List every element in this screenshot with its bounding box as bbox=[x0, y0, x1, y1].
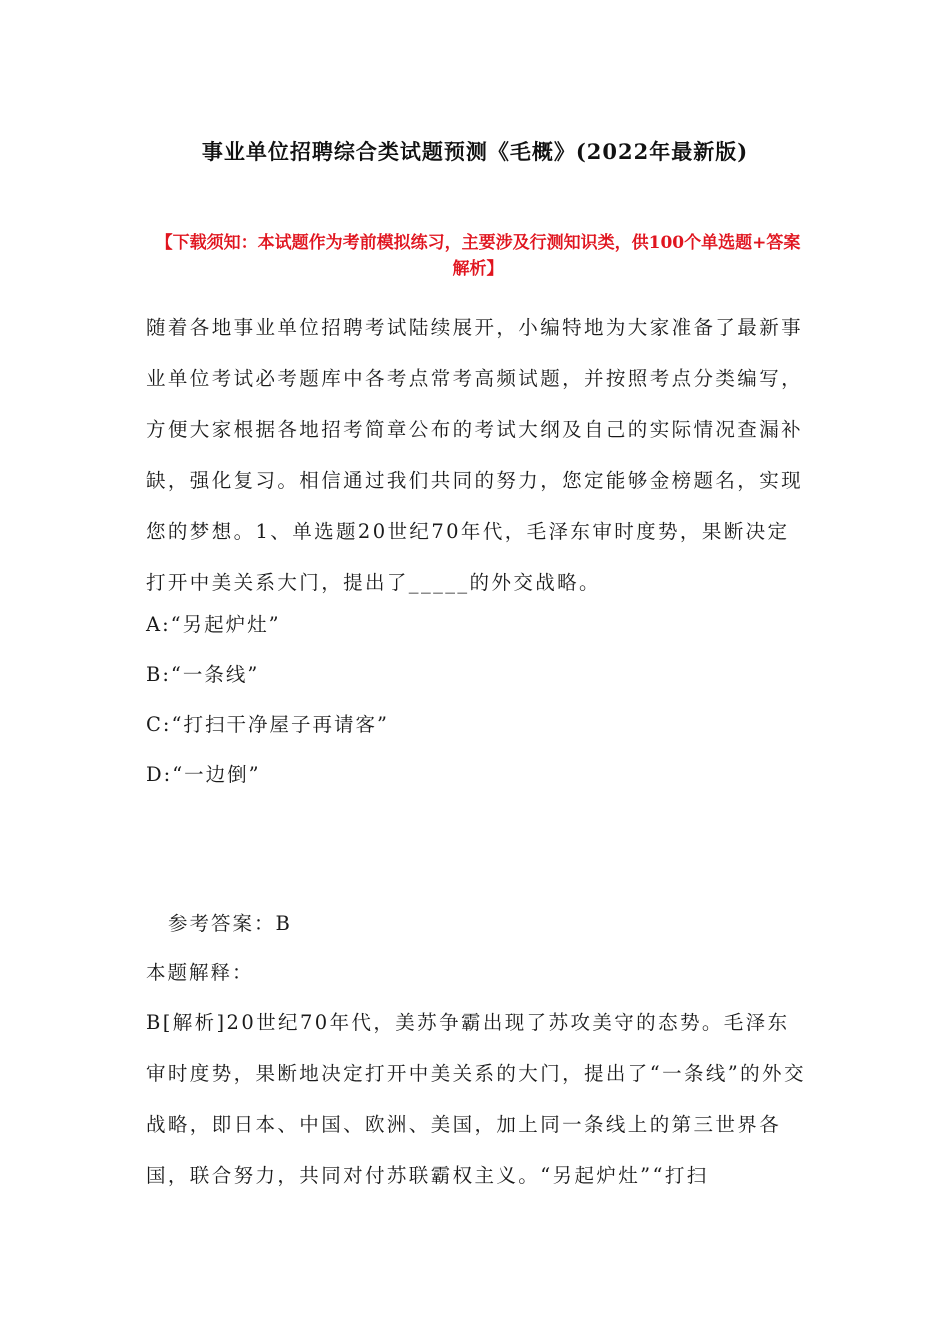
option-c: C:“打扫干净屋子再请客” bbox=[146, 713, 389, 736]
intro-paragraph: 随着各地事业单位招聘考试陆续展开，小编特地为大家准备了最新事业单位考试必考题库中各考点常考高频试题，并按照考点分类编写，方便大家根据各地招考简章公布的考试大纲及自己的实际情况查漏补缺，强化复习。相信通过我们共同的努力，您定能够金榜题名，实现您的梦想。1、单选题20世纪70年代，毛泽东审时度势，果断决定打开中美关系大门，提出了_____的外交战略。 bbox=[146, 316, 804, 594]
explanation-label: 本题解释： bbox=[146, 961, 254, 984]
explanation-paragraph: B[解析]20世纪70年代，美苏争霸出现了苏攻美守的态势。毛泽东审时度势，果断地决定打开中美关系的大门，提出了“一条线”的外交战略，即日本、中国、欧洲、美国，加上同一条线上的第三世界各国，联合努力，共同对付苏联霸权主义。“另起炉灶”“打扫 bbox=[146, 1011, 806, 1187]
option-a: A:“另起炉灶” bbox=[146, 613, 281, 636]
download-notice: 【下载须知：本试题作为考前模拟练习，主要涉及行测知识类，供100个单选题+答案解析】 bbox=[155, 233, 801, 279]
option-b: B:“一条线” bbox=[146, 663, 260, 686]
document-title: 事业单位招聘综合类试题预测《毛概》(2022年最新版) bbox=[201, 139, 749, 164]
option-d: D:“一边倒” bbox=[146, 763, 261, 786]
reference-answer: 参考答案：B bbox=[168, 912, 292, 935]
